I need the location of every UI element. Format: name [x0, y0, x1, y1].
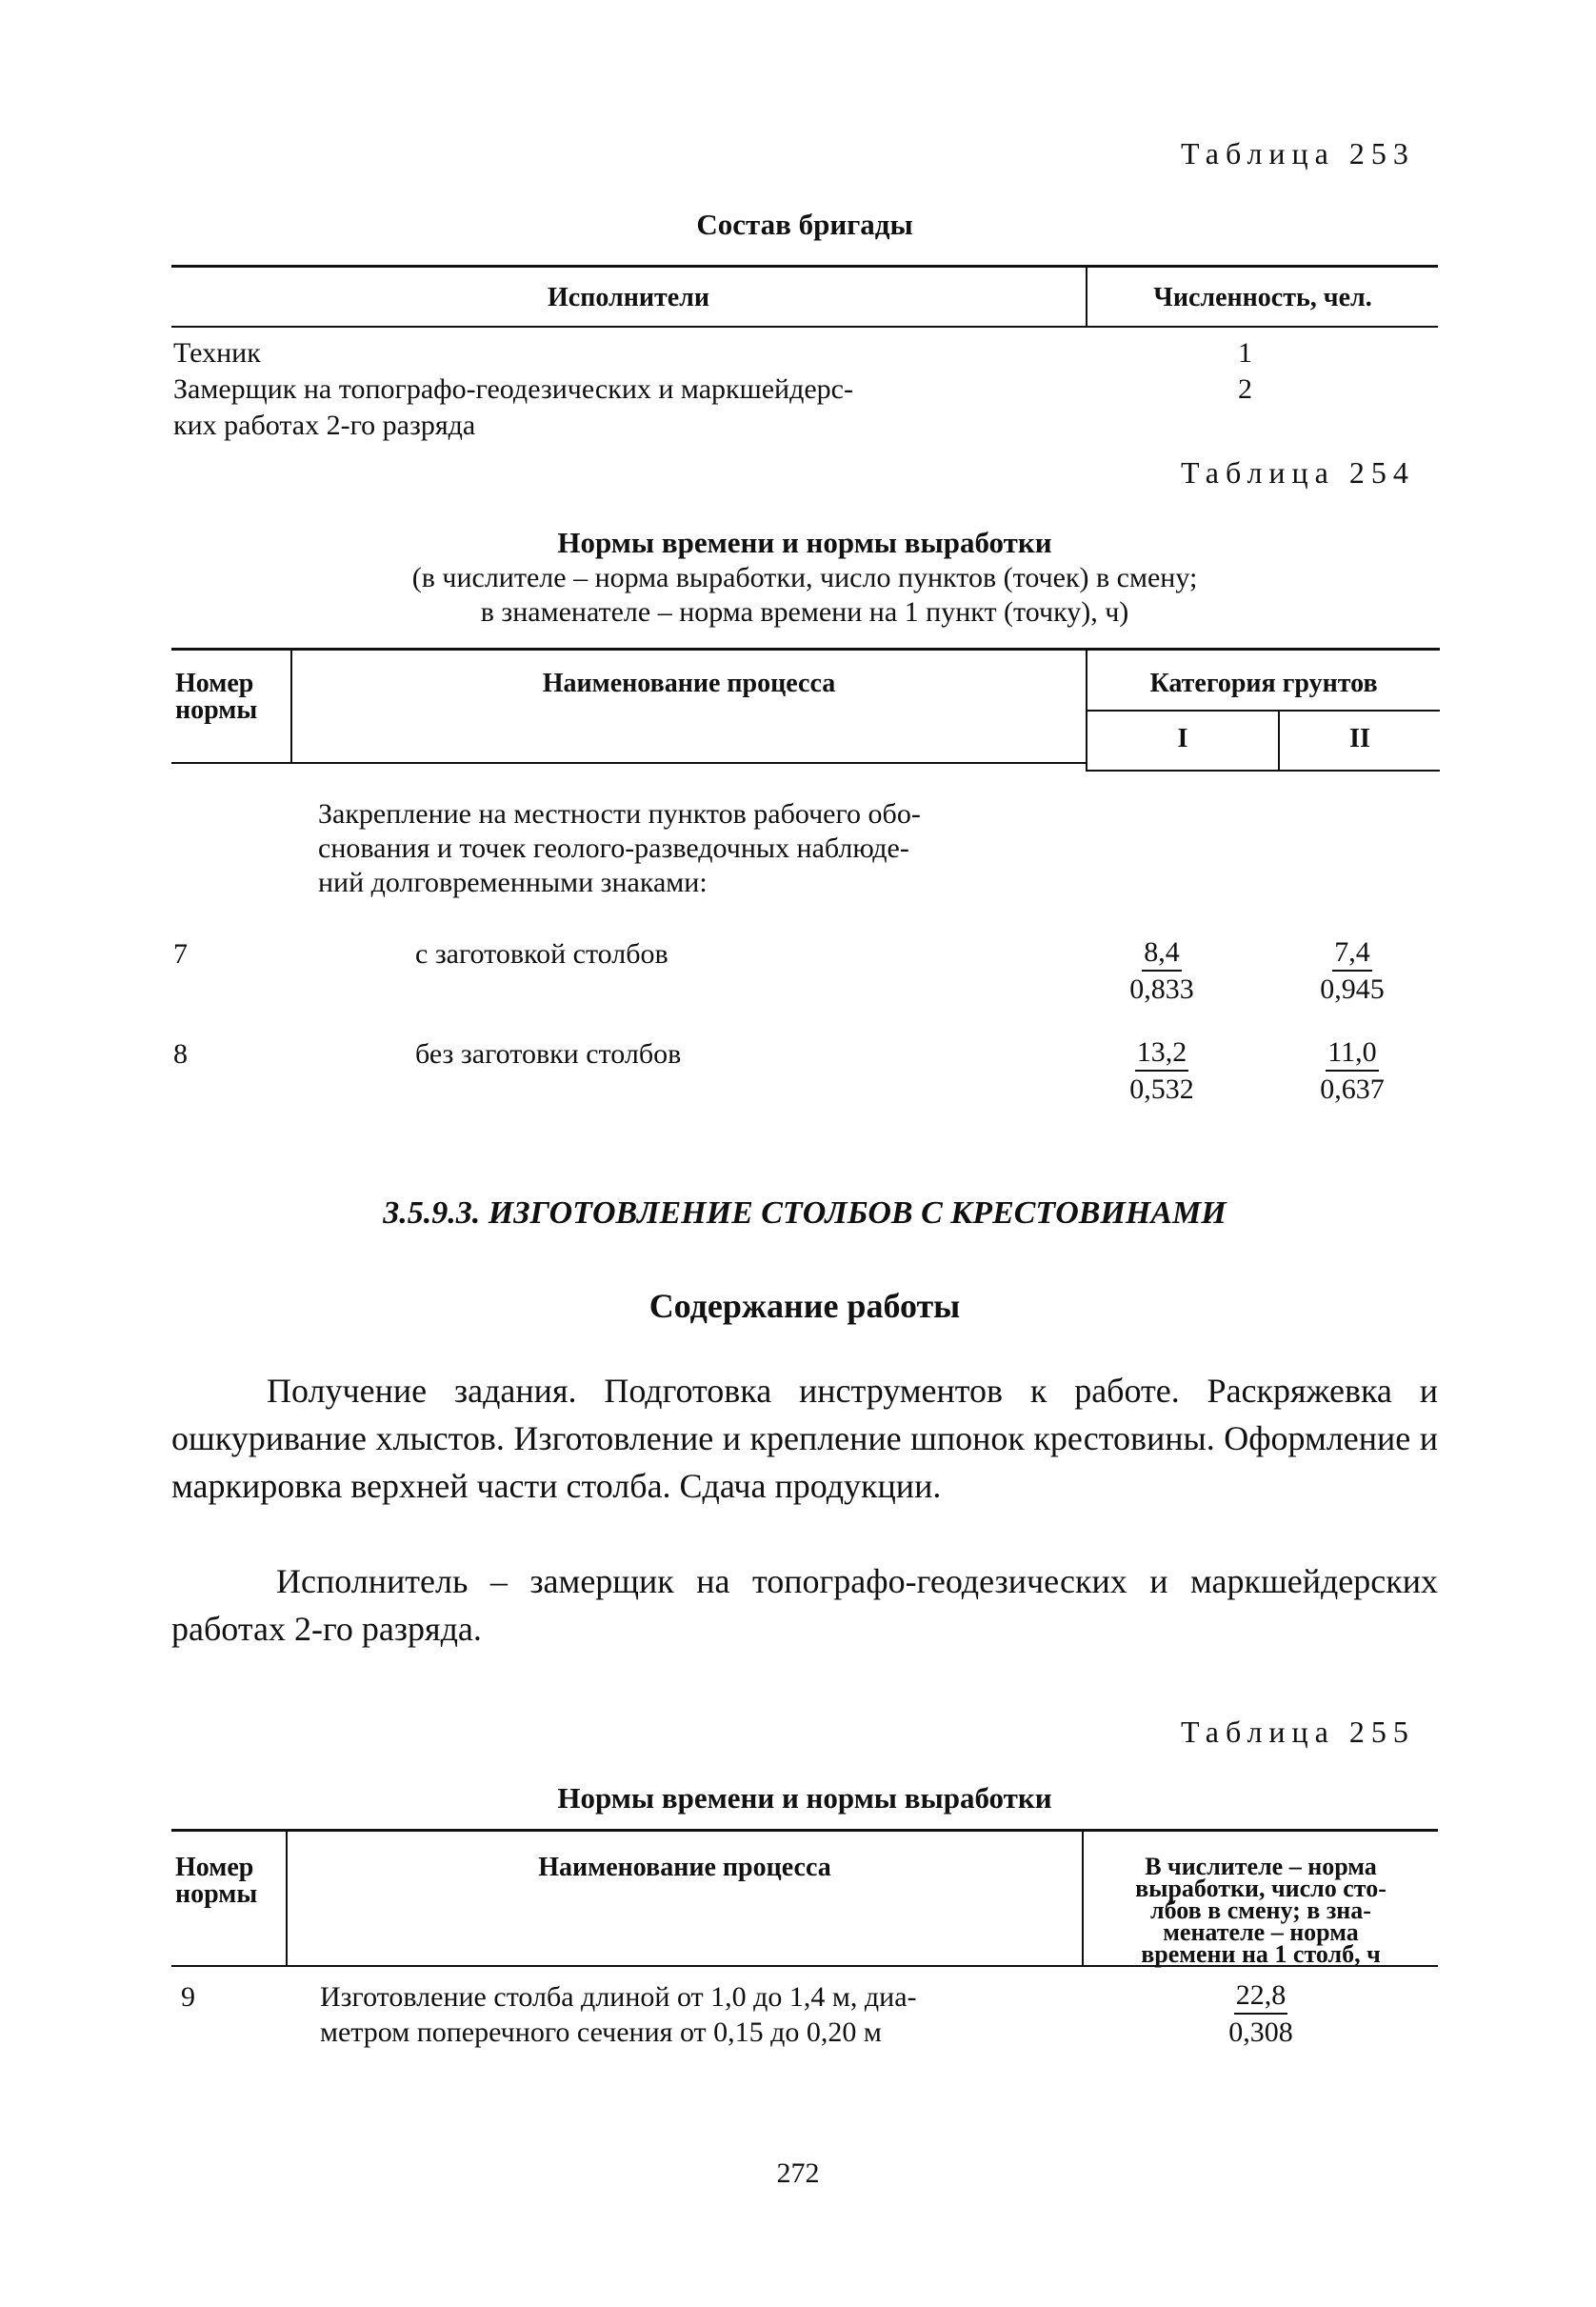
- table-253-row1-count: 1: [1238, 337, 1252, 369]
- table-254-col-divider-1: [290, 648, 292, 764]
- table-254-row7-cat1-denominator: 0,833: [1129, 973, 1194, 1005]
- table-254-header-number-line2: нормы: [175, 695, 258, 725]
- table-255-caption: Таблица 255: [1181, 1715, 1415, 1749]
- table-254-category-rule: [1086, 710, 1440, 712]
- table-253-top-rule: [171, 265, 1438, 268]
- table-255-header-values-line3: лбов в смену; в зна-: [1150, 1896, 1371, 1924]
- table-254-header-number-line1: Номер: [175, 669, 254, 698]
- table-253-header-performers: Исполнители: [548, 283, 709, 312]
- table-254-row8-cat1-denominator: 0,532: [1129, 1073, 1194, 1105]
- table-255-header-values-line4: менателе – норма: [1163, 1918, 1359, 1946]
- table-255-header-number-line2: нормы: [175, 1879, 258, 1909]
- table-255-row9-value: [1204, 1981, 1318, 2047]
- table-254-top-rule: [171, 648, 1440, 651]
- table-254-row7-cat2-value: [1295, 938, 1409, 1004]
- table-255-header-number-line1: Номер: [175, 1853, 254, 1882]
- table-254-header-rule-right: [1086, 770, 1440, 772]
- table-254-header-cat2: II: [1349, 724, 1370, 753]
- table-253-header-rule: [171, 326, 1438, 328]
- table-253-header-count: Численность, чел.: [1153, 283, 1372, 312]
- table-254-title: Нормы времени и нормы выработки: [557, 526, 1052, 559]
- table-253-row2-name-line1: Замерщик на топографо-геодезических и маркшейдерс-: [173, 373, 853, 405]
- table-253-caption: Таблица 253: [1181, 136, 1415, 171]
- table-253-row2-count: 2: [1238, 373, 1252, 405]
- table-254-row7-process: с заготовкой столбов: [415, 938, 668, 970]
- table-255-title: Нормы времени и нормы выработки: [557, 1781, 1052, 1815]
- table-253-row1-name: Техник: [173, 337, 261, 369]
- table-254-row8-cat2-numerator: 11,0: [1326, 1038, 1378, 1072]
- table-255-header-process: Наименование процесса: [538, 1853, 831, 1882]
- table-254-row7-number: 7: [173, 938, 188, 970]
- table-254-header-rule-left: [171, 762, 1087, 764]
- table-254-row8-cat1-value: [1105, 1038, 1219, 1104]
- table-253-title: Состав бригады: [696, 208, 913, 241]
- table-254-subtitle-line1: (в числителе – норма выработки, число пунктов (точек) в смену;: [411, 562, 1198, 593]
- table-254-row8-number: 8: [173, 1038, 188, 1070]
- table-254-row7-cat1-numerator: 8,4: [1142, 938, 1182, 972]
- table-254-row7-cat1-value: [1105, 938, 1219, 1004]
- table-255-row9-numerator: 22,8: [1234, 1981, 1288, 2015]
- table-254-group-line1: Закрепление на местности пунктов рабочего обо-: [318, 798, 921, 830]
- table-254-row8-cat1-numerator: 13,2: [1135, 1038, 1189, 1072]
- table-253-row2-name-line2: ких работах 2-го разряда: [173, 410, 476, 441]
- page-number: 272: [776, 2157, 820, 2189]
- content-title: Содержание работы: [648, 1287, 961, 1325]
- table-255-col-divider-1: [286, 1829, 288, 1967]
- table-254-row7-cat2-denominator: 0,945: [1320, 973, 1385, 1005]
- table-254-row7-cat2-numerator: 7,4: [1332, 938, 1372, 972]
- table-255-row9-process-line1: Изготовление столба длиной от 1,0 до 1,4 м, диа-: [320, 1981, 917, 2013]
- table-254-row8-process: без заготовки столбов: [415, 1038, 682, 1070]
- table-254-header-process: Наименование процесса: [542, 669, 836, 698]
- table-255-top-rule: [171, 1829, 1438, 1832]
- table-255-row9-denominator: 0,308: [1228, 2016, 1293, 2048]
- table-255-header-values-line2: выработки, число сто-: [1135, 1875, 1387, 1902]
- table-255-header-values-line1: В числителе – норма: [1145, 1853, 1377, 1880]
- table-254-header-cat1: I: [1177, 724, 1188, 753]
- table-254-row8-cat2-denominator: 0,637: [1320, 1073, 1385, 1105]
- table-255-header-values-line5: времени на 1 столб, ч: [1141, 1940, 1381, 1968]
- table-255-row9-number: 9: [181, 1981, 195, 2013]
- performer-paragraph: Исполнитель – замерщик на топографо-геодезических и маркшейдерских работах 2-го разряда.: [171, 1562, 1438, 1648]
- section-heading: 3.5.9.3. ИЗГОТОВЛЕНИЕ СТОЛБОВ С КРЕСТОВИНАМИ: [383, 1195, 1227, 1231]
- table-254-group-line3: ний долговременными знаками:: [318, 867, 708, 898]
- table-255-row9-process-line2: метром поперечного сечения от 0,15 до 0,20 м: [320, 2016, 882, 2048]
- table-254-subtitle-line2: в знаменателе – норма времени на 1 пункт (точку), ч): [480, 596, 1129, 628]
- table-254-caption: Таблица 254: [1181, 455, 1415, 490]
- table-254-row8-cat2-value: [1295, 1038, 1409, 1104]
- table-254-group-line2: снования и точек геолого-разведочных наблюде-: [318, 833, 909, 864]
- table-254-header-category: Категория грунтов: [1149, 669, 1378, 698]
- work-content-paragraph: Получение задания. Подготовка инструментов к работе. Раскряжевка и ошкуривание хлыстов. Изготовление и крепление шпонок крестовины. Оформление и маркировка верхней части столба. Сдача продукции.: [171, 1372, 1438, 1505]
